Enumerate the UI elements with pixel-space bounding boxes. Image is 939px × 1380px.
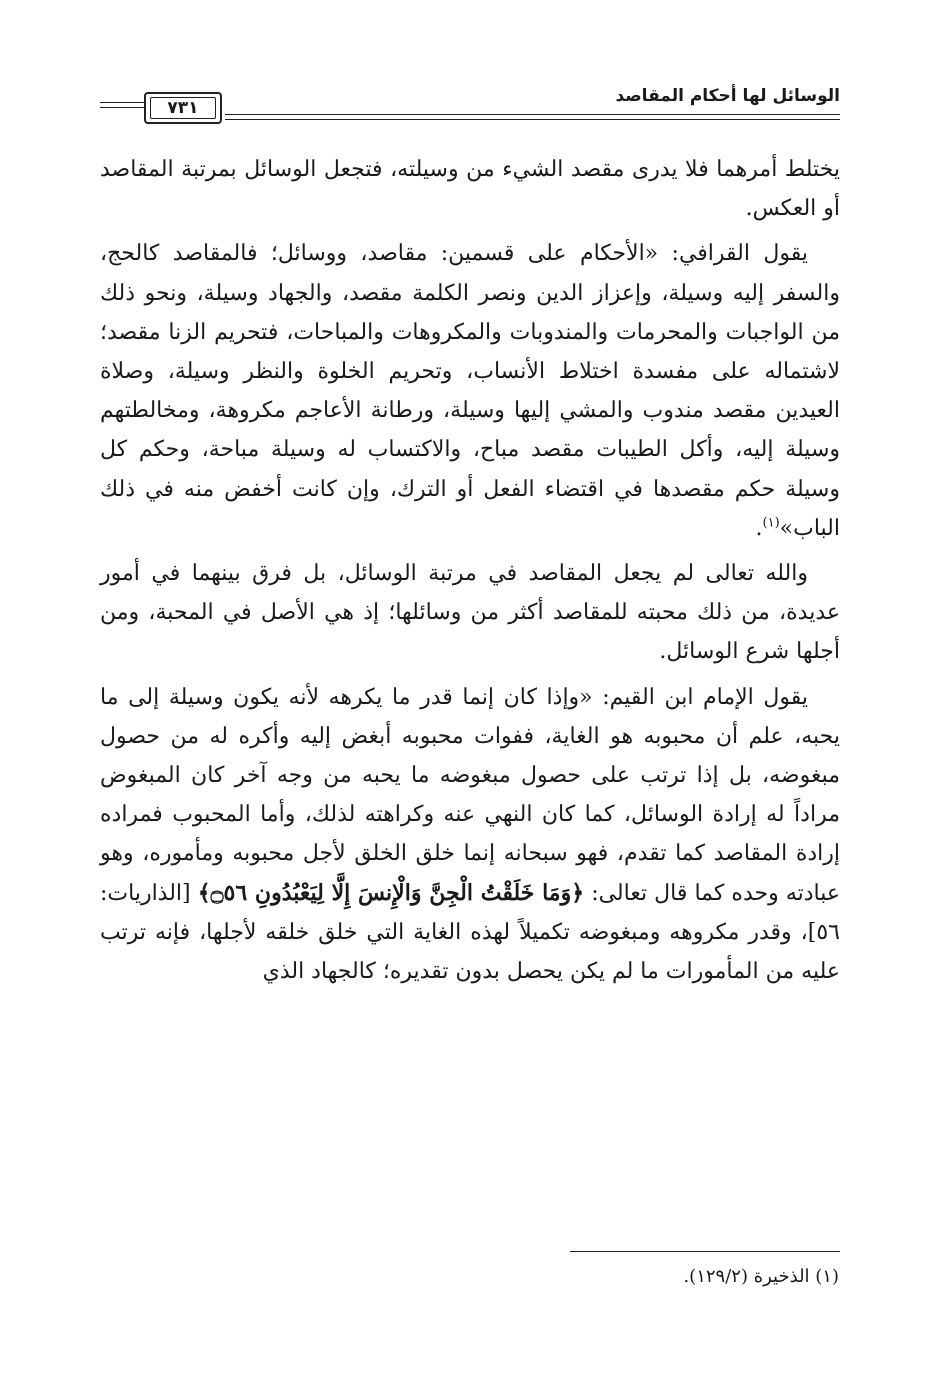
- page-number: ٧٣١: [167, 98, 199, 118]
- footnote-divider: [570, 1251, 840, 1252]
- header-rule-thin: [225, 119, 840, 120]
- footnote-ref: (١): [762, 515, 780, 531]
- header-rule: [225, 114, 840, 115]
- page-number-ornament: [100, 102, 144, 112]
- ibn-qayyim-quote: يقول الإمام ابن القيم: «وإذا كان إنما قدر ما يكرهه لأنه يكون وسيلة إلى ما يحبه، علم أن محبوبه هو الغاية، ففوات محبوبه أبغض إليه وأكره له من حصول مبغوضه، بل إذا ترتب على حصول مبغوضه ما يحبه من وجه آخر كان المبغوض مراداً له إرادة الوسائل، كما كان النهي عنه وكراهته لذلك، وأما المحبوب فمراده إرادة المقاصد كما تقدم، فهو سبحانه إنما خلق الخلق لأجل محبوبه ومأموره، وهو عبادته وحده كما قال تعالى:: [100, 684, 841, 906]
- main-text: [100, 150, 840, 997]
- footnote: (١) الذخيرة (١٢٩/٢).: [683, 1266, 839, 1287]
- quran-verse: ﴿وَمَا خَلَقْتُ الْجِنَّ وَالْإِنسَ إِلَّا لِيَعْبُدُونِ ۝٥٦﴾: [197, 879, 585, 906]
- paragraph-4: يقول الإمام ابن القيم: «وإذا كان إنما قدر ما يكرهه لأنه يكون وسيلة إلى ما يحبه، علم أن محبوبه هو الغاية، ففوات محبوبه أبغض إليه وأكره له من حصول مبغوضه، بل إذا ترتب على حصول مبغوضه ما يحبه من وجه آخر كان المبغوض مراداً له إرادة الوسائل، كما كان النهي عنه وكراهته لذلك، وأما المحبوب فمراده إرادة المقاصد كما تقدم، فهو سبحانه إنما خلق الخلق لأجل محبوبه ومأموره، وهو عبادته وحده كما قال تعالى: ﴿وَمَا خَلَقْتُ الْجِنَّ وَالْإِنسَ إِلَّا لِيَعْبُدُونِ ۝٥٦﴾ [الذاريات: ٥٦]، وقدر مكروهه ومبغوضه تكميلاً لهذه الغاية التي خلق خلقه لأجلها، فإنه ترتب عليه من المأمورات ما لم يكن يحصل بدون تقديره؛ كالجهاد الذي: [100, 684, 841, 985]
- running-title: الوسائل لها أحكام المقاصد: [615, 86, 840, 106]
- paragraph-3: والله تعالى لم يجعل المقاصد في مرتبة الوسائل، بل فرق بينهما في أمور عديدة، من ذلك محبته للمقاصد أكثر من وسائلها؛ إذ هي الأصل في المحبة، ومن أجلها شرع الوسائل.: [100, 561, 840, 665]
- page-header: [100, 80, 840, 135]
- verse-citation: [الذاريات: ٥٦]،: [100, 880, 840, 945]
- qarafi-quote: يقول القرافي: «الأحكام على قسمين: مقاصد، ووسائل؛ فالمقاصد كالحج، والسفر إليه وسيلة، وإعزاز الدين ونصر الكلمة مقصد، والجهاد وسيلة، ونحو ذلك من الواجبات والمحرمات والمندوبات والمكروهات والمباحات، فتحريم الزنا مقصد؛ لاشتماله على مفسدة اختلاط الأنساب، وتحريم الخلوة والنظر وسيلة، وصلاة العيدين مقصد مندوب والمشي إليها وسيلة، ورطانة الأعاجم مكروهة، ومخالطتهم وسيلة إليه، وأكل الطيبات مقصد مباح، والاكتساب له وسيلة مباحة، وحكم كل وسيلة حكم مقصدها في اقتضاء الفعل أو الترك، وإن كانت أخفض منه في ذلك الباب»: [100, 241, 840, 541]
- paragraph-2: يقول القرافي: «الأحكام على قسمين: مقاصد، ووسائل؛ فالمقاصد كالحج، والسفر إليه وسيلة، وإعزاز الدين ونصر الكلمة مقصد، والجهاد وسيلة، ونحو ذلك من الواجبات والمحرمات والمندوبات والمكروهات والمباحات، فتحريم الزنا مقصد؛ لاشتماله على مفسدة اختلاط الأنساب، وتحريم الخلوة والنظر وسيلة، وصلاة العيدين مقصد مندوب والمشي إليها وسيلة، ورطانة الأعاجم مكروهة، ومخالطتهم وسيلة إليه، وأكل الطيبات مقصد مباح، والاكتساب له وسيلة مباحة، وحكم كل وسيلة حكم مقصدها في اقتضاء الفعل أو الترك، وإن كانت أخفض منه في ذلك الباب»$^{(١)}$.: [100, 241, 840, 541]
- paragraph-1: يختلط أمرهما فلا يدرى مقصد الشيء من وسيلته، فتجعل الوسائل بمرتبة المقاصد أو العكس.: [100, 157, 840, 222]
- page-number-frame: [144, 92, 222, 124]
